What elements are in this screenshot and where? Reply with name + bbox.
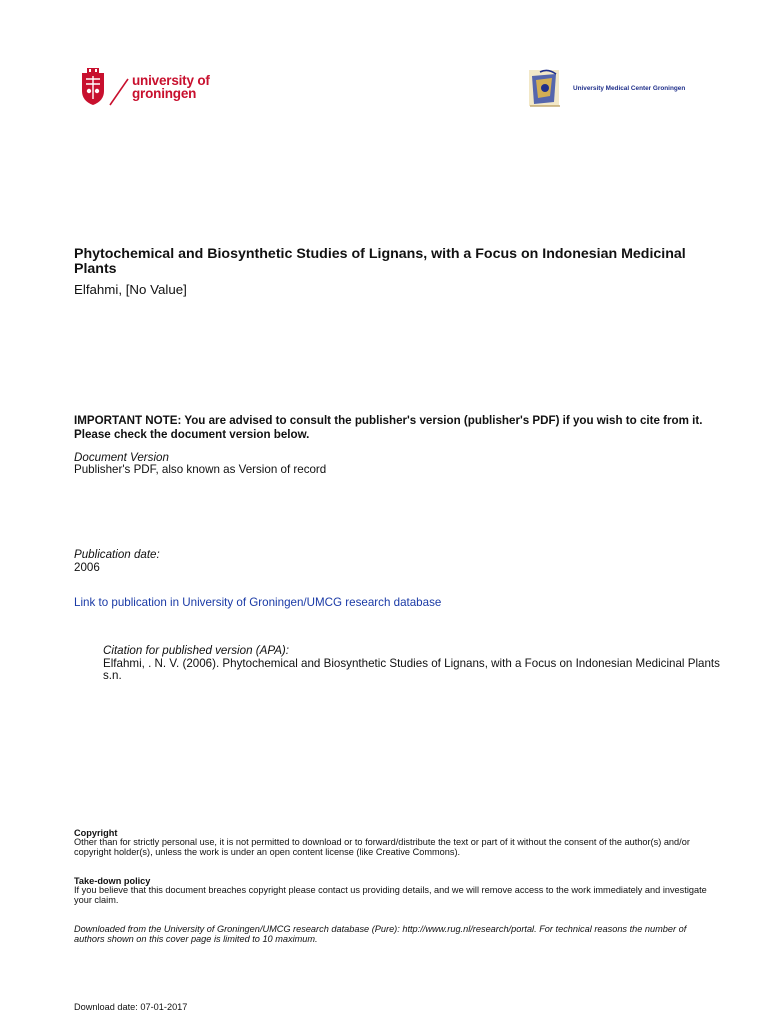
takedown-section	[74, 876, 719, 906]
download-date: Download date: 07-01-2017	[74, 1002, 188, 1012]
copyright-heading: Copyright	[74, 828, 118, 838]
university-of-groningen-logo	[79, 67, 229, 109]
document-version-label: Document Version	[74, 451, 169, 464]
umcg-logo	[526, 66, 701, 112]
publication-date-label: Publication date:	[74, 548, 160, 561]
rug-logo-line2: groningen	[132, 86, 197, 101]
takedown-heading: Take-down policy	[74, 876, 151, 886]
rug-logo-line1: university of	[132, 73, 210, 88]
publication-link[interactable]: Link to publication in University of Groningen/UMCG research database	[74, 596, 442, 609]
important-note: IMPORTANT NOTE: You are advised to consult the publisher's version (publisher's PDF) if you wish to cite from it. Please check the document version below.	[74, 414, 703, 441]
citation-value: Elfahmi, . N. V. (2006). Phytochemical and Biosynthetic Studies of Lignans, with a Focus on Indonesian Medicinal Plants s.n.	[103, 656, 720, 682]
umcg-logo-text: University Medical Center Groningen	[573, 85, 686, 92]
copyright-body: Other than for strictly personal use, it is not permitted to download or to forward/distribute the text or part of it without the consent of the author(s) and/or copyright holder(s), unless the work is under an open content license (like Creative Commons).	[74, 837, 690, 857]
umcg-emblem-icon	[526, 66, 566, 112]
document-version-value: Publisher's PDF, also known as Version of record	[74, 463, 327, 476]
citation-label: Citation for published version (APA):	[103, 644, 290, 657]
groningen-crest-icon	[79, 67, 107, 107]
takedown-body: If you believe that this document breaches copyright please contact us providing details, and we will remove access to the work immediately and investigate your claim.	[74, 885, 707, 905]
document-title: Phytochemical and Biosynthetic Studies of Lignans, with a Focus on Indonesian Medicinal Plants	[74, 246, 686, 277]
document-author: Elfahmi, [No Value]	[74, 282, 187, 297]
copyright-section	[74, 828, 714, 858]
slash-divider-icon	[108, 77, 130, 107]
downloaded-from-note: Downloaded from the University of Groningen/UMCG research database (Pure): http://www.rug.nl/research/portal. For technical reasons the number of authors shown on this cover page is limited to 10 maximum.	[74, 924, 687, 944]
citation-block	[103, 645, 723, 683]
publication-date-value: 2006	[74, 561, 100, 574]
